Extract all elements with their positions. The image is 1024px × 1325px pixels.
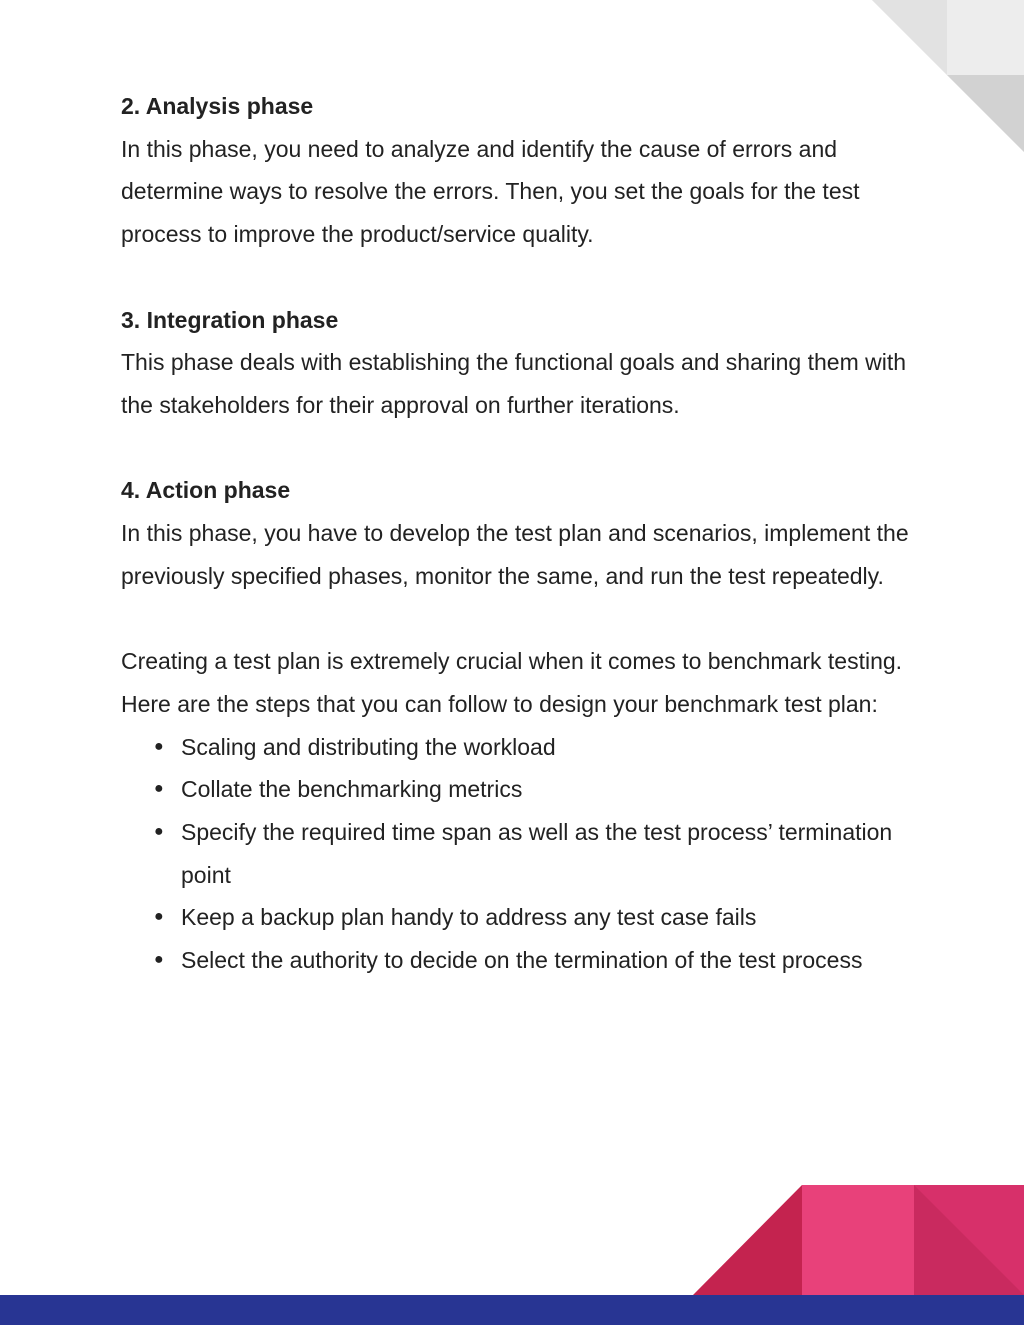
document-body xyxy=(121,85,911,982)
corner-fold-shape xyxy=(947,0,1024,75)
test-plan-steps-list xyxy=(121,726,911,982)
list-item xyxy=(121,726,911,769)
test-plan-intro: Creating a test plan is extremely crucial when it comes to benchmark testing. Here are the steps that you can follow to design your benchmark test plan: xyxy=(121,648,903,717)
list-item xyxy=(121,811,911,896)
list-item-text: Collate the benchmarking metrics xyxy=(181,776,523,803)
section-body-analysis: In this phase, you need to analyze and identify the cause of errors and determine ways to resolve the errors. Then, you set the goals for the test process to improve the product/service quality. xyxy=(121,135,860,248)
corner-dark-triangle xyxy=(947,75,1024,152)
bullet-icon: ● xyxy=(154,908,164,926)
section-title-analysis: 2. Analysis phase xyxy=(121,93,314,119)
bullet-icon: ● xyxy=(154,822,164,840)
bullet-icon: ● xyxy=(154,737,164,755)
list-item xyxy=(121,768,911,811)
list-item-text: Select the authority to decide on the termination of the test process xyxy=(181,947,863,974)
list-item-text: Scaling and distributing the workload xyxy=(181,733,556,760)
section-title-integration: 3. Integration phase xyxy=(121,306,339,333)
list-item-text: Specify the required time span as well as the test process’ termination point xyxy=(181,818,893,888)
section-body-integration: This phase deals with establishing the functional goals and sharing them with the stakeholders for their approval on further iterations. xyxy=(121,349,907,418)
list-item xyxy=(121,939,911,982)
list-item xyxy=(121,896,911,939)
bullet-icon: ● xyxy=(154,780,164,798)
pink-block xyxy=(802,1185,914,1295)
bullet-icon: ● xyxy=(154,951,164,969)
corner-diagonal-shade xyxy=(872,0,947,75)
list-item-text: Keep a backup plan handy to address any test case fails xyxy=(181,904,757,931)
crimson-triangle xyxy=(693,1185,802,1295)
bottom-decoration xyxy=(0,1185,1024,1325)
section-body-action: In this phase, you have to develop the test plan and scenarios, implement the previously specified phases, monitor the same, and run the test repeatedly. xyxy=(121,520,909,589)
navy-footer-bar xyxy=(0,1295,1024,1325)
section-title-action: 4. Action phase xyxy=(121,477,291,504)
